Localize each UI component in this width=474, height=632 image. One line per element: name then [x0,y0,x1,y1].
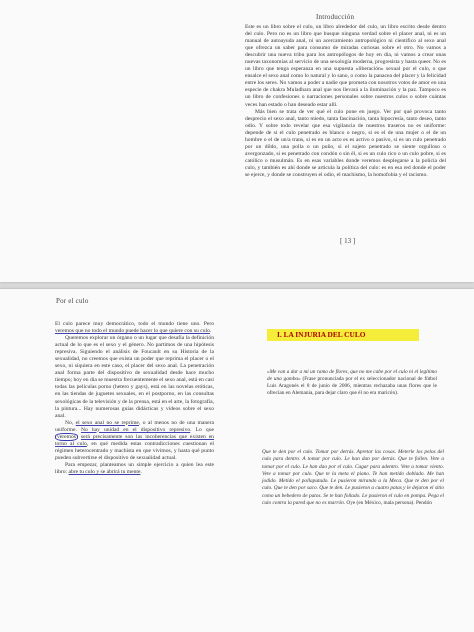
paragraph [55,335,214,420]
insult-list: Que te den por el culo. Tomar por detrás. Apretar las cosas. Meterle los pelos del culo para dentro. A tomar por culo. Le han dan por detrás. Que te follen. Vete a tomar por el culo. Le han dao por el culo. Cagar para adentro. Vete a tomar viento. Vete a tomar por culo. Que te la meta el piano. Te han metido doblado. Me han jodido. Metido el pollaputado. Le pusieron mirando a la Meca. Que te den por el culo. Que te den por saco. Que te den. Le pusieron a cuatro patas y le dejaron el sitio como un bebedero de patos. Se te han follado. Le pusieron el culo en pompa. Pega el culo contra la pared que no es marrón. [262,449,444,507]
page-number: [ 13 ] [340,237,356,245]
text-run: , en qué medida estas contradicciones cuestionan el régimen heterocentrado y machista en que vivimos, y hasta qué punto pueden subvertirse el dispositivo de sexualidad actual. [55,440,214,461]
text-run: . Lo que [190,426,214,433]
text-run: El culo parece muy democrático, todo el mundo tiene uno. Pero [55,321,214,327]
left-column-text [55,321,214,476]
bottom-book-page [0,289,474,632]
underlined-text: No hay unidad en el dispositivo represivo [80,426,191,433]
trailing-text: Oye (en México, mala persona). Pendón [345,500,432,507]
epigraph [267,369,437,397]
text-run: , o al menos no de una manera uniforme. [55,419,214,433]
page-header: Introducción [316,13,355,21]
circled-text: veremos [57,433,76,440]
chapter-title-highlighted: I. LA INJURIA DEL CULO [267,329,419,341]
introduction-text [245,24,446,179]
page-header: Por el culo [56,297,89,305]
top-book-page [0,0,474,282]
text-run: . [209,328,212,335]
paragraph [55,462,214,476]
paragraph [55,321,214,335]
underlined-text: el sexo anal no se reprime [75,419,139,426]
text-run: . [140,468,142,475]
text-run: No, [65,419,76,426]
paragraph [55,420,214,462]
epigraph-attribution: (Frase pronunciada por el ex seleccionador nacional de fútbol Luis Aragonés el 8 de junio de 2006, mientras rechazaba unas flores que le ofrecían en Alemania, para dejar claro que él no era maricón). [267,376,437,396]
text-run: Queremos explorar un órgano o un lugar que desafía la definición actual de lo que es el sexo y el género. No partimos de una hipótesis represiva. Siguiendo el análisis de Foucault en su Historia de la sexualidad, no creemos que exista un poder que reprima el placer o el sexo, ni siquiera en este caso, el placer del sexo anal. La penetración anal forma parte del dispositivo de sexualidad desde hace mucho tiempo; hoy en día se muestra frecuentemente el sexo anal, está en casi todas las películas porno (hetero y gays), está en las novelas eróticas, en las tiendas de juguetes sexuales, en el postporno, en las consultas sexológicas de la televisión y de la prensa, está en el arte, la fotografía, la pintura... Hay numerosas guías didácticas y vídeos sobre el sexo anal. [55,335,214,419]
paragraph: Más bien se trata de ver qué el culo pone en juego. Ver por qué provoca tanto desprecio el sexo anal, tanto miedo, tanta fascinación, tanta hipocresía, tanto deseo, tanto odio. Y sobre todo revelar que esa vigilancia de nuestros traseros no es uniforme: depende de si el culo penetrado es blanco o negro, si es el de una mujer o el de un hombre o el de un/a trans, si es en un acto es es activo o pasivo, si es un culo penetrado por un dildo, una polla o un puño, si el sujeto penetrado se siente orgulloso o avergonzado, si es penetrado con condón o sin él, si es un culo rico o un culo pobre, si es católico o musulmán. Es en esas variables donde veremos desplegarse a la policía del culo, y también es ahí donde se articula la política del culo: es en esa red donde el poder se ejerce, y donde se construyen el odio, el machismo, la homofobia y el racismo. [245,108,446,178]
underlined-text: abre tu culo y se abrirá tu mente [68,468,141,475]
underlined-text: veremos que no todo el mundo puede hacer lo que quiere con su culo [55,328,210,335]
underlined-text: será precisamente son las incoherencias que existen en torno al culo [55,433,214,447]
right-column-text [262,449,444,507]
epigraph-quote: «Me van a dar a mí un ramo de flores, que no me cabe por el culo ni el legítimo de una gamba» [267,369,437,382]
paragraph: Este es un libro sobre el culo, un libro alrededor del culo, un libro escrito desde dentro del culo. Pero no es un libro que busque ninguna verdad sobre el placer anal, ni es un manual de autoayuda anal, ni un acercamiento antropológico ni científico al sexo anal que ofrezca un saber para consumo de miradas curiosas sobre el otro. No vamos a descubrir una nueva tribu para los antropólogos de hoy en día, ni vamos a crear unas nuevas taxonomías al servicio de una sexología moderna, progresista y hasta queer. No es un libro que tenga esperanza en una supuesta «liberación» sexual por el culo, o que ensalce el sexo anal como lo natural y lo sano, o como la panacea del placer y la felicidad entre los seres. No vamos a poder a nadie que prometa con nosotros votos de amor en una especie de chakra Muladhara anal que nos llevará a la iluminación y la paz. Tampoco es un libro de confesiones o narraciones personales sobre nuestros culos o sobre cuántas veces han estado o han deseado estar allí. [245,24,447,108]
text-run: Para empezar, planteamos un simple ejercicio a quien lea este libro: [55,461,214,475]
